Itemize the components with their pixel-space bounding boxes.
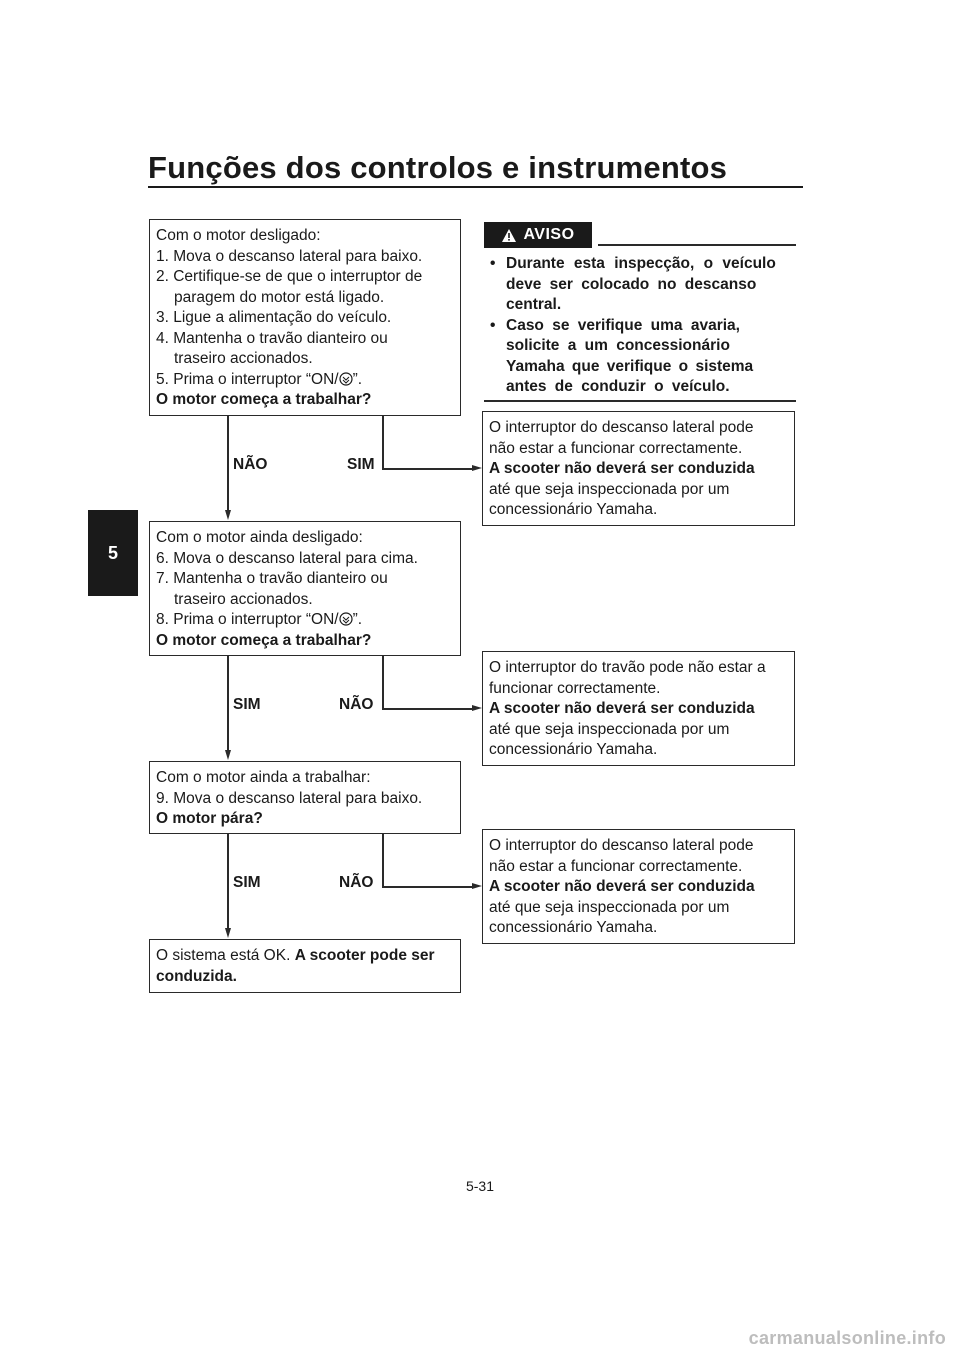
result-line: concessionário Yamaha. <box>489 919 658 936</box>
result-warning: A scooter não deverá ser conduzida <box>489 700 755 717</box>
result-line: concessionário Yamaha. <box>489 501 658 518</box>
box-line-text: 5. Prima o interruptor “ON/ <box>156 370 339 388</box>
box-line-bold: A scooter pode ser <box>294 947 435 964</box>
box-line: traseiro accionados. <box>174 590 313 608</box>
result-line: até que seja inspeccionada por um <box>489 720 730 738</box>
connector-line <box>382 468 474 470</box>
result-line: O interruptor do descanso lateral pode <box>489 419 754 436</box>
box-line: paragem do motor está ligado. <box>174 288 385 306</box>
result-line: O interruptor do descanso lateral pode <box>489 837 754 854</box>
connector-line <box>382 886 474 888</box>
box-question: O motor pára? <box>156 810 263 827</box>
box-line: Com o motor ainda a trabalhar: <box>156 769 371 786</box>
bullet-icon: • <box>490 255 496 272</box>
notice-item <box>484 254 796 316</box>
arrow-right-icon <box>472 705 482 711</box>
box-line: 7. Mantenha o travão dianteiro ou <box>156 570 388 587</box>
box-line-text: ”. <box>352 370 363 388</box>
arrow-right-icon <box>472 465 482 471</box>
result-line: funcionar correctamente. <box>489 679 661 697</box>
result-line: até que seja inspeccionada por um <box>489 480 730 498</box>
notice-item <box>484 316 796 398</box>
box-line <box>156 610 454 631</box>
bullet-icon: • <box>490 316 496 334</box>
box-line: 2. Certifique-se de que o interruptor de <box>156 268 423 285</box>
box-line: Com o motor desligado: <box>156 227 321 244</box>
connector-line <box>382 834 384 887</box>
box-line-text: ”. <box>352 611 363 628</box>
connector-line <box>227 834 229 930</box>
box-line: traseiro accionados. <box>174 350 313 367</box>
box-line: 6. Mova o descanso lateral para cima. <box>156 549 418 567</box>
connector-line <box>227 656 229 752</box>
box-line: Com o motor ainda desligado: <box>156 529 363 546</box>
result-line: até que seja inspeccionada por um <box>489 898 730 916</box>
engine-start-icon <box>339 372 353 386</box>
box-line: 9. Mova o descanso lateral para baixo. <box>156 789 423 807</box>
notice-line: Yamaha que verifique o sistema <box>506 357 754 375</box>
warning-badge <box>484 222 592 248</box>
notice-line: central. <box>506 296 562 313</box>
notice-rule <box>598 244 796 246</box>
arrow-right-icon <box>472 883 482 889</box>
notice-text <box>484 254 796 398</box>
branch-label-yes: SIM <box>233 696 261 713</box>
box-question: O motor começa a trabalhar? <box>156 631 372 649</box>
box-line: 4. Mantenha o travão dianteiro ou <box>156 329 388 347</box>
notice-line: Durante esta inspecção, o veículo <box>506 255 776 272</box>
branch-label-yes: SIM <box>233 874 261 891</box>
notice-line: Caso se verifique uma avaria, <box>506 316 740 334</box>
branch-label-no: NÃO <box>339 874 374 891</box>
connector-line <box>382 656 384 709</box>
connector-line <box>382 416 384 469</box>
page-title: Funções dos controlos e instrumentos <box>148 150 728 185</box>
result-box-sidestand-2 <box>482 829 795 944</box>
title-rule <box>148 186 803 188</box>
result-line: não estar a funcionar correctamente. <box>489 439 743 457</box>
box-line: 1. Mova o descanso lateral para baixo. <box>156 247 423 265</box>
result-box-brake <box>482 651 795 766</box>
chapter-tab: 5 <box>88 510 138 596</box>
flow-box-third <box>149 761 461 834</box>
arrow-down-icon <box>225 928 231 938</box>
flow-box-ok <box>149 939 461 993</box>
connector-line <box>227 416 229 512</box>
watermark: carmanualsonline.info <box>748 1328 946 1348</box>
branch-label-no: NÃO <box>233 456 268 473</box>
notice-line: deve ser colocado no descanso <box>506 275 757 293</box>
warning-label: AVISO <box>523 226 575 243</box>
branch-label-no: NÃO <box>339 696 374 713</box>
engine-start-icon <box>339 612 353 626</box>
notice-rule <box>484 400 796 402</box>
flow-box-start <box>149 219 461 416</box>
box-line-bold: conduzida. <box>156 967 237 985</box>
result-line: O interruptor do travão pode não estar a <box>489 659 766 676</box>
result-line: concessionário Yamaha. <box>489 741 658 758</box>
arrow-down-icon <box>225 510 231 520</box>
flow-box-second <box>149 521 461 656</box>
connector-line <box>382 708 474 710</box>
result-box-sidestand-1 <box>482 411 795 526</box>
result-line: não estar a funcionar correctamente. <box>489 857 743 875</box>
box-line-text: 8. Prima o interruptor “ON/ <box>156 611 339 628</box>
box-line: 3. Ligue a alimentação do veículo. <box>156 309 392 326</box>
result-warning: A scooter não deverá ser conduzida <box>489 878 755 895</box>
arrow-down-icon <box>225 750 231 760</box>
notice-line: antes de conduzir o veículo. <box>506 378 730 395</box>
box-line-text: O sistema está OK. <box>156 947 295 964</box>
box-question: O motor começa a trabalhar? <box>156 391 372 408</box>
box-line <box>156 370 454 391</box>
result-warning: A scooter não deverá ser conduzida <box>489 460 755 477</box>
branch-label-yes: SIM <box>347 456 375 473</box>
box-line <box>156 946 454 967</box>
notice-line: solicite a um concessionário <box>506 337 730 354</box>
warning-triangle-icon <box>501 228 517 243</box>
page-number: 5-31 <box>465 1178 495 1194</box>
